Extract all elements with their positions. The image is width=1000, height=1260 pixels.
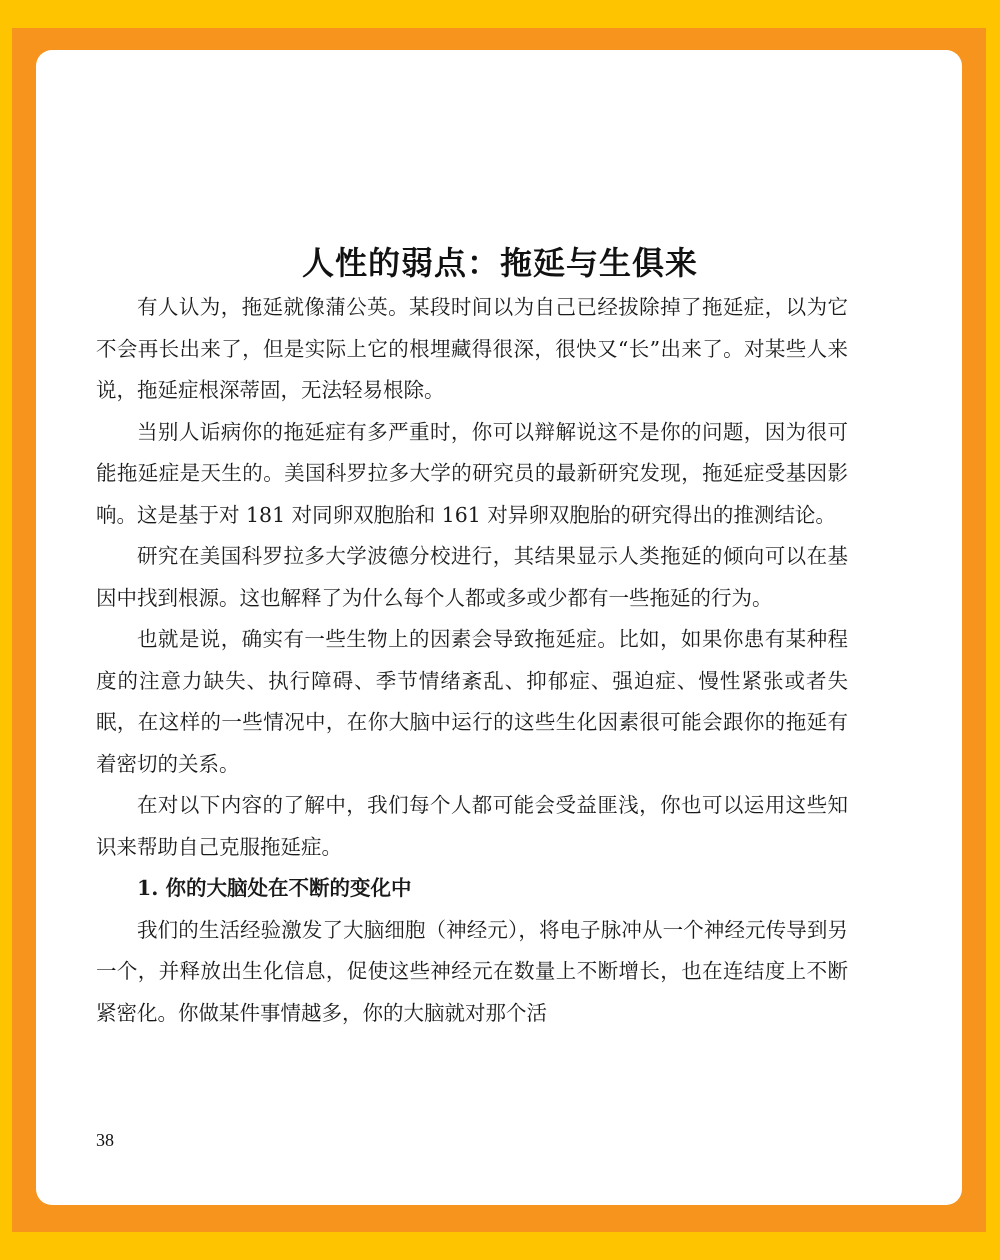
paragraph: 也就是说，确实有一些生物上的因素会导致拖延症。比如，如果你患有某种程度的注意力缺失、执行障碍、季节情绪紊乱、抑郁症、强迫症、慢性紧张或者失眠，在这样的一些情况中，在你大脑中运行的这些生化因素很可能会跟你的拖延有着密切的关系。 xyxy=(96,627,848,776)
paragraph: 在对以下内容的了解中，我们每个人都可能会受益匪浅，你也可以运用这些知识来帮助自己克服拖延症。 xyxy=(96,793,848,859)
section-subheading: 1. 你的大脑处在不断的变化中 xyxy=(137,876,412,900)
paragraph: 研究在美国科罗拉多大学波德分校进行，其结果显示人类拖延的倾向可以在基因中找到根源。这也解释了为什么每个人都或多或少都有一些拖延的行为。 xyxy=(96,544,848,610)
body-text xyxy=(96,287,848,1034)
paragraph: 当别人诟病你的拖延症有多严重时，你可以辩解说这不是你的问题，因为很可能拖延症是天生的。美国科罗拉多大学的研究员的最新研究发现，拖延症受基因影响。这是基于对 181 对同卵双胞胎和 161 对异卵双胞胎的研究得出的推测结论。 xyxy=(96,419,848,527)
page-title: 人性的弱点：拖延与生俱来 xyxy=(301,244,698,283)
paragraph: 有人认为，拖延就像蒲公英。某段时间以为自己已经拔除掉了拖延症，以为它不会再长出来了，但是实际上它的根埋藏得很深，很快又“长”出来了。对某些人来说，拖延症根深蒂固，无法轻易根除。 xyxy=(96,295,848,402)
page-number: 38 xyxy=(96,1130,114,1150)
paragraph: 我们的生活经验激发了大脑细胞（神经元），将电子脉冲从一个神经元传导到另一个，并释放出生化信息，促使这些神经元在数量上不断增长，也在连结度上不断紧密化。你做某件事情越多，你的大脑就对那个活 xyxy=(96,917,848,1025)
